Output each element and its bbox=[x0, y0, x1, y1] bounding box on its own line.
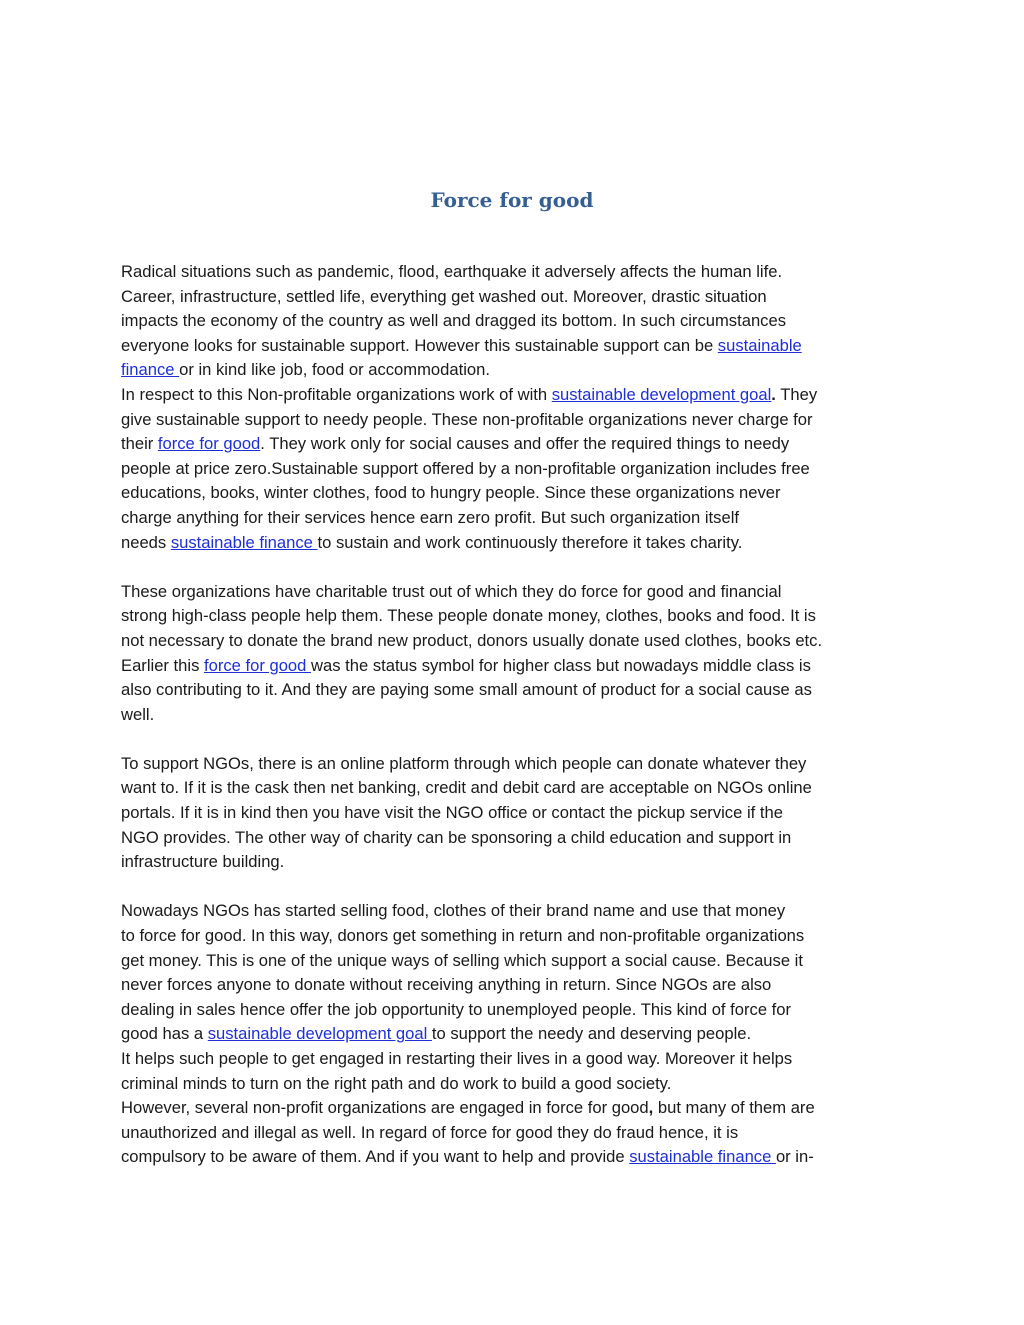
text-run: give sustainable support to needy people. These non-profitable organizations never charge for bbox=[121, 409, 813, 429]
text-line bbox=[121, 260, 911, 285]
text-line bbox=[121, 1072, 911, 1097]
text-line bbox=[121, 334, 911, 359]
text-run: NGO provides. The other way of charity can be sponsoring a child education and support in bbox=[121, 827, 792, 847]
text-line bbox=[121, 654, 911, 679]
text-line bbox=[121, 1047, 911, 1072]
text-run: to force for good. In this way, donors get something in return and non-profitable organizations bbox=[121, 926, 805, 946]
text-run: Earlier this bbox=[121, 655, 204, 675]
text-line bbox=[121, 285, 911, 310]
text-run: or in kind like job, food or accommodation. bbox=[179, 360, 490, 380]
inline-link[interactable]: finance bbox=[121, 360, 180, 380]
text-line bbox=[121, 358, 911, 383]
text-line bbox=[121, 949, 911, 974]
text-run: To support NGOs, there is an online platform through which people can donate whatever they bbox=[121, 753, 807, 773]
text-line bbox=[121, 703, 911, 728]
text-run: to sustain and work continuously therefore it takes charity. bbox=[317, 532, 743, 552]
text-run: portals. If it is in kind then you have visit the NGO office or contact the pickup service if the bbox=[121, 803, 783, 823]
page-title: Force for good bbox=[430, 188, 594, 212]
text-run: . They work only for social causes and offer the required things to needy bbox=[260, 434, 790, 454]
text-run: In respect to this Non-profitable organizations work of with bbox=[121, 384, 552, 404]
inline-link[interactable]: sustainable development goal bbox=[207, 1024, 432, 1044]
inline-link[interactable]: sustainable finance bbox=[629, 1147, 776, 1167]
text-line bbox=[121, 1121, 911, 1146]
paragraph-break bbox=[121, 727, 911, 752]
text-line bbox=[121, 383, 911, 408]
text-run: not necessary to donate the brand new product, donors usually donate used clothes, books etc. bbox=[121, 630, 823, 650]
text-line bbox=[121, 850, 911, 875]
inline-link[interactable]: sustainable bbox=[717, 335, 802, 355]
bold-punctuation: , bbox=[648, 1098, 654, 1118]
text-run: to support the needy and deserving people. bbox=[431, 1024, 752, 1044]
text-line bbox=[121, 604, 911, 629]
article-body bbox=[121, 260, 911, 1170]
text-run: It helps such people to get engaged in restarting their lives in a good way. Moreover it helps bbox=[121, 1049, 793, 1068]
text-run: want to. If it is the cask then net banking, credit and debit card are acceptable on NGOs online bbox=[121, 778, 812, 798]
text-line bbox=[121, 973, 911, 998]
text-run: needs bbox=[121, 532, 171, 552]
text-run: strong high-class people help them. These people donate money, clothes, books and food. It is bbox=[121, 606, 816, 626]
text-run: everyone looks for sustainable support. However this sustainable support can be bbox=[121, 335, 718, 355]
text-run: infrastructure building. bbox=[121, 852, 285, 872]
paragraph-break bbox=[121, 555, 911, 580]
bold-punctuation: . bbox=[771, 384, 776, 404]
text-run: impacts the economy of the country as well and dragged its bottom. In such circumstances bbox=[121, 311, 786, 331]
text-run: or in- bbox=[775, 1147, 814, 1167]
text-run: They bbox=[775, 384, 818, 404]
inline-link[interactable]: sustainable finance bbox=[170, 532, 318, 552]
text-line bbox=[121, 531, 911, 556]
text-run: but many of them are bbox=[653, 1098, 815, 1118]
text-line bbox=[121, 408, 911, 433]
text-line bbox=[121, 580, 911, 605]
text-run: Nowadays NGOs has started selling food, clothes of their brand name and use that money bbox=[121, 901, 786, 921]
text-run: well. bbox=[121, 704, 155, 724]
text-line bbox=[121, 1096, 911, 1121]
text-line bbox=[121, 457, 911, 482]
text-run: was the status symbol for higher class but nowadays middle class is bbox=[311, 655, 811, 675]
text-line bbox=[121, 678, 911, 703]
inline-link[interactable]: sustainable development goal bbox=[551, 384, 772, 404]
text-line bbox=[121, 998, 911, 1023]
text-line bbox=[121, 899, 911, 924]
text-run: educations, books, winter clothes, food to hungry people. Since these organizations never bbox=[121, 483, 781, 503]
text-run: people at price zero.Sustainable support offered by a non-profitable organization includes free bbox=[121, 458, 810, 478]
text-run: get money. This is one of the unique ways of selling which support a social cause. Because it bbox=[121, 950, 803, 970]
text-line bbox=[121, 506, 911, 531]
text-run: good has a bbox=[121, 1024, 208, 1044]
text-line bbox=[121, 776, 911, 801]
text-run: Career, infrastructure, settled life, everything get washed out. Moreover, drastic situation bbox=[121, 286, 767, 306]
text-run: Radical situations such as pandemic, flood, earthquake it adversely affects the human life. bbox=[121, 262, 783, 281]
text-run: compulsory to be aware of them. And if you want to help and provide bbox=[121, 1147, 630, 1167]
inline-link[interactable]: force for good bbox=[204, 655, 312, 675]
paragraph-break bbox=[121, 875, 911, 900]
text-line bbox=[121, 801, 911, 826]
text-run: their bbox=[121, 434, 158, 454]
text-line bbox=[121, 1145, 911, 1170]
text-run: never forces anyone to donate without receiving anything in return. Since NGOs are also bbox=[121, 975, 772, 995]
text-run: dealing in sales hence offer the job opportunity to unemployed people. This kind of force for bbox=[121, 999, 792, 1019]
text-line bbox=[121, 309, 911, 334]
text-line bbox=[121, 481, 911, 506]
text-line bbox=[121, 924, 911, 949]
text-line bbox=[121, 629, 911, 654]
inline-link[interactable]: force for good bbox=[157, 434, 261, 454]
text-run: charge anything for their services hence earn zero profit. But such organization itself bbox=[121, 507, 739, 527]
text-line bbox=[121, 432, 911, 457]
text-line bbox=[121, 1022, 911, 1047]
text-line bbox=[121, 826, 911, 851]
text-run: However, several non-profit organizations are engaged in force for good bbox=[121, 1098, 649, 1118]
text-run: also contributing to it. And they are paying some small amount of product for a social cause as bbox=[121, 680, 812, 700]
text-run: criminal minds to turn on the right path and do work to build a good society. bbox=[121, 1073, 672, 1093]
text-line bbox=[121, 752, 911, 777]
text-run: unauthorized and illegal as well. In regard of force for good they do fraud hence, it is bbox=[121, 1122, 739, 1142]
text-run: These organizations have charitable trust out of which they do force for good and financial bbox=[121, 581, 782, 601]
